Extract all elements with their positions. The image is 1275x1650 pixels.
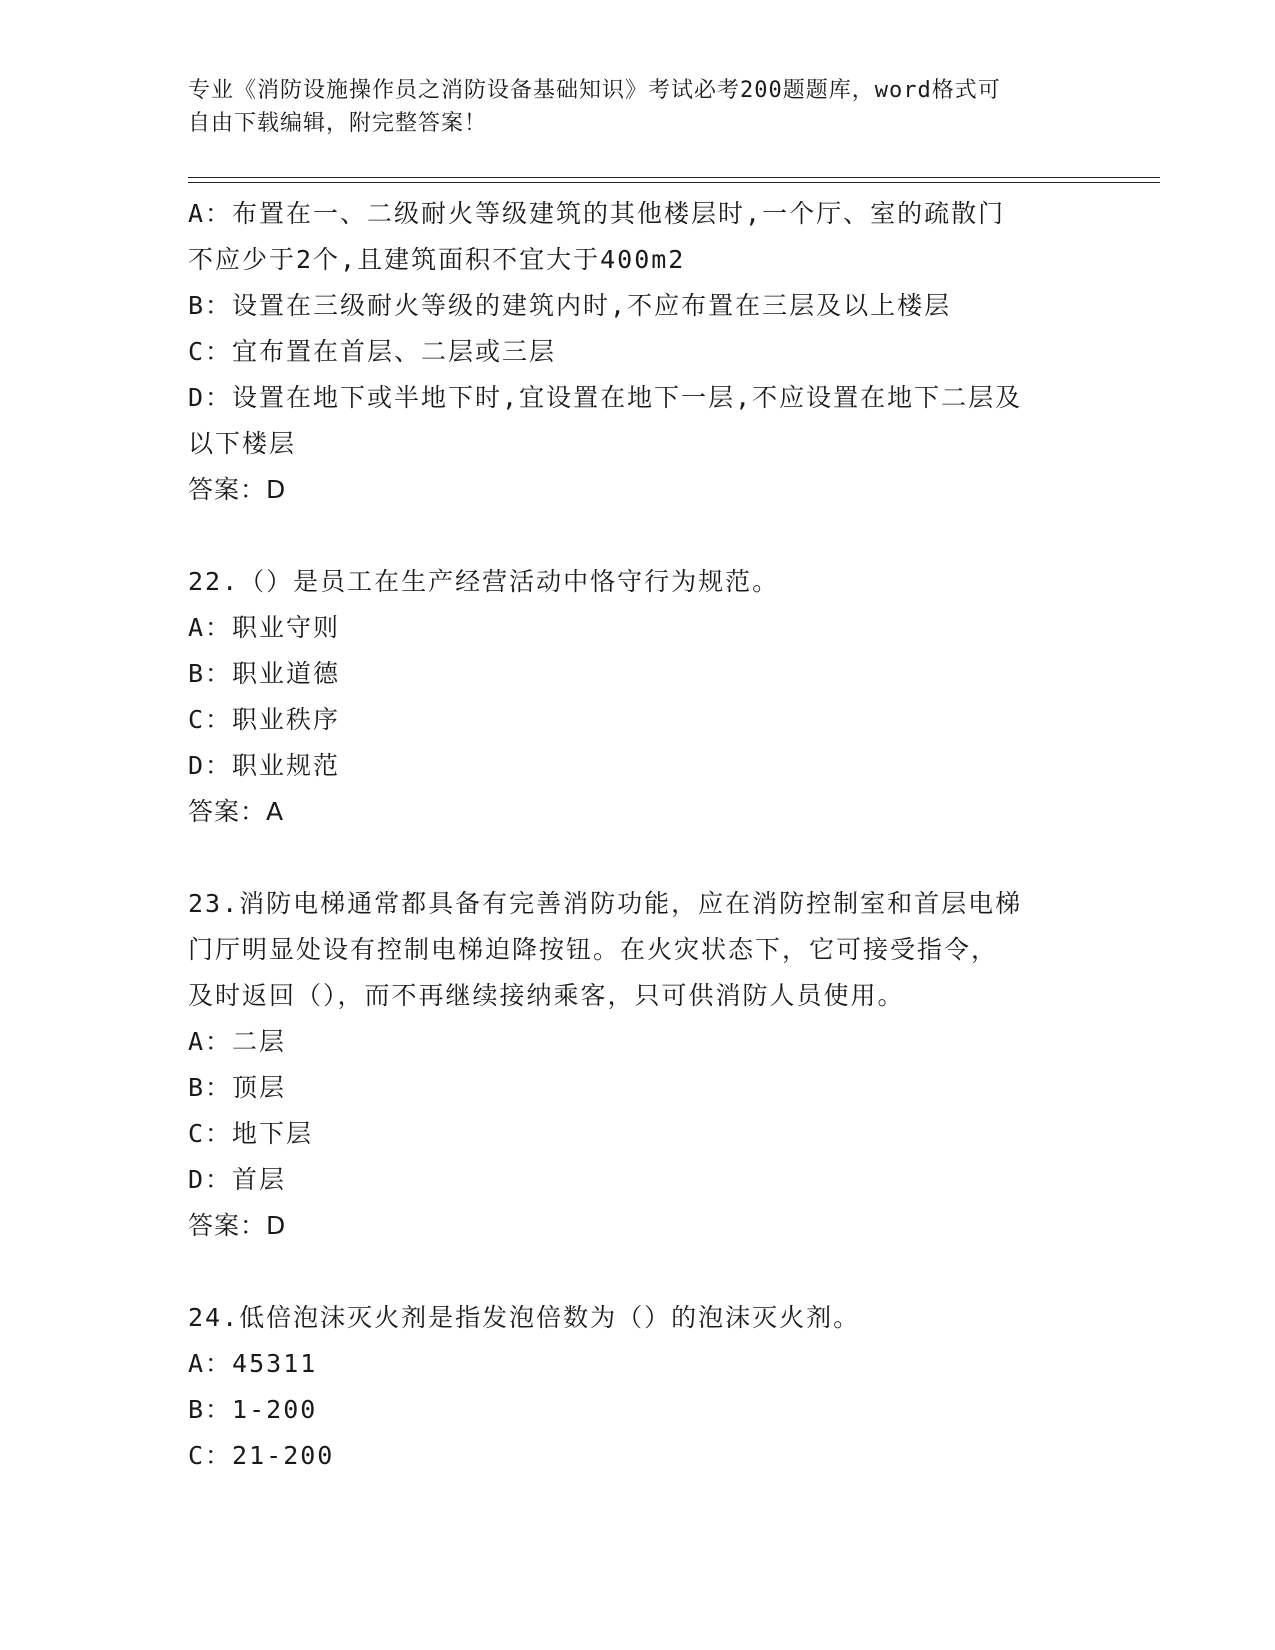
option-a: A：45311	[188, 1349, 318, 1378]
spacer	[188, 513, 1088, 559]
question-22	[188, 559, 1088, 835]
option-d: D：首层	[188, 1165, 287, 1194]
option-c: C：职业秩序	[188, 705, 341, 734]
question-text-line-2: 门厅明显处设有控制电梯迫降按钮。在火灾状态下，它可接受指令，	[188, 935, 999, 964]
header-line-1: 专业《消防设施操作员之消防设备基础知识》考试必考200题题库，word格式可	[188, 78, 1001, 103]
header-divider-top	[188, 177, 1160, 178]
answer: 答案：A	[188, 797, 285, 826]
spacer	[188, 835, 1088, 881]
document-header	[188, 74, 1088, 140]
option-c: C：21-200	[188, 1441, 335, 1470]
option-c: C：宜布置在首层、二层或三层	[188, 337, 557, 366]
spacer	[188, 1249, 1088, 1295]
option-d: D：职业规范	[188, 751, 341, 780]
question-text-line-3: 及时返回（），而不再继续接纳乘客，只可供消防人员使用。	[188, 981, 905, 1010]
option-a: A：二层	[188, 1027, 287, 1056]
question-list	[188, 191, 1088, 1479]
answer: 答案：D	[188, 1211, 287, 1240]
question-text: 24.低倍泡沫灭火剂是指发泡倍数为（）的泡沫灭火剂。	[188, 1303, 861, 1332]
option-d-line-1: D：设置在地下或半地下时,宜设置在地下一层,不应设置在地下二层及	[188, 383, 1023, 412]
option-b: B：顶层	[188, 1073, 287, 1102]
option-a-line-2: 不应少于2个,且建筑面积不宜大于400m2	[188, 245, 686, 274]
option-b: B：设置在三级耐火等级的建筑内时,不应布置在三层及以上楼层	[188, 291, 952, 320]
option-a-line-1: A：布置在一、二级耐火等级建筑的其他楼层时,一个厅、室的疏散门	[188, 199, 1006, 228]
option-a: A：职业守则	[188, 613, 341, 642]
option-b: B：1-200	[188, 1395, 318, 1424]
question-24	[188, 1295, 1088, 1479]
answer: 答案：D	[188, 475, 287, 504]
option-c: C：地下层	[188, 1119, 314, 1148]
question-21	[188, 191, 1088, 513]
option-d-line-2: 以下楼层	[188, 429, 297, 458]
header-line-2: 自由下载编辑，附完整答案！	[188, 111, 488, 136]
question-text-line-1: 23.消防电梯通常都具备有完善消防功能，应在消防控制室和首层电梯	[188, 889, 1023, 918]
question-23	[188, 881, 1088, 1249]
header-divider-bottom	[188, 182, 1160, 183]
question-text: 22.（）是员工在生产经营活动中恪守行为规范。	[188, 567, 780, 596]
option-b: B：职业道德	[188, 659, 341, 688]
